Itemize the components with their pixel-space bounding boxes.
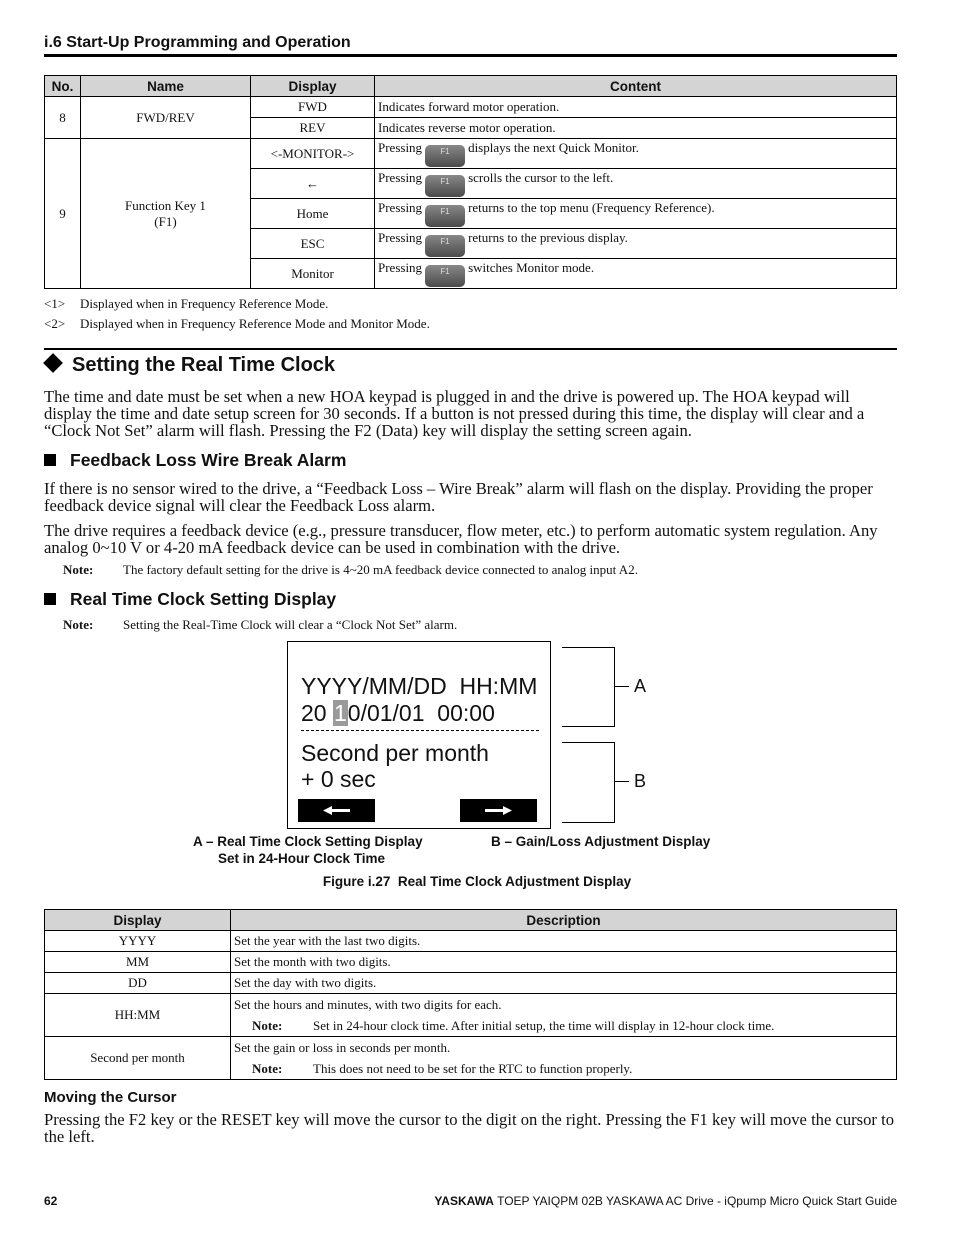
note-label: Note: bbox=[63, 617, 94, 632]
bracket-a bbox=[562, 647, 615, 727]
paragraph: The drive requires a feedback device (e.g., pressure transducer, flow meter, etc.) to perform automatic system regulation. Any analog 0~10 V or 4-20 mA feedback device can be used in combination with the drive. bbox=[44, 521, 878, 557]
display-cell: ← bbox=[251, 169, 375, 199]
pressing-text: Pressing bbox=[378, 140, 423, 155]
note bbox=[63, 562, 638, 578]
rtc-description-table bbox=[44, 909, 897, 1080]
column-header: Display bbox=[45, 910, 231, 931]
pressing-text: Pressing bbox=[378, 260, 423, 275]
display-cell: Second per month bbox=[45, 1037, 231, 1080]
left-arrow-icon bbox=[298, 799, 375, 822]
content-text: displays the next Quick Monitor. bbox=[468, 140, 639, 155]
lcd-display-figure bbox=[287, 641, 551, 829]
section-heading bbox=[44, 354, 335, 377]
footnote-mark: <2> bbox=[44, 316, 66, 331]
table-header-row bbox=[45, 910, 897, 931]
lcd-line: Second per month bbox=[301, 740, 489, 766]
note-label: Note: bbox=[252, 1018, 283, 1033]
description-cell bbox=[231, 994, 897, 1037]
page-number: 62 bbox=[44, 1194, 58, 1208]
pressing-text: Pressing bbox=[378, 230, 423, 245]
section-title: Setting the Real Time Clock bbox=[72, 354, 336, 376]
bracket-b bbox=[562, 742, 615, 823]
display-cell: ESC bbox=[251, 229, 375, 259]
note-text: Set in 24-hour clock time. After initial setup, the time will display in 12-hour clock time. bbox=[313, 1018, 775, 1033]
table-row bbox=[45, 994, 897, 1037]
content-cell: Indicates reverse motor operation. bbox=[375, 118, 897, 139]
caption-a-line2: Set in 24-Hour Clock Time bbox=[218, 851, 386, 866]
lcd-text: 0/01/01 00:00 bbox=[347, 700, 495, 726]
subsection-heading bbox=[44, 450, 346, 471]
lcd-line bbox=[301, 700, 495, 726]
content-cell: Indicates forward motor operation. bbox=[375, 97, 897, 118]
inner-note bbox=[234, 1015, 893, 1036]
description-text: Set the gain or loss in seconds per month. bbox=[234, 1040, 451, 1055]
f1-key-icon: F1 bbox=[425, 145, 465, 167]
note-text: Setting the Real-Time Clock will clear a “Clock Not Set” alarm. bbox=[123, 617, 458, 632]
display-cell: MM bbox=[45, 952, 231, 973]
note-text: This does not need to be set for the RTC to function properly. bbox=[313, 1061, 633, 1076]
table-row bbox=[45, 931, 897, 952]
row-number: 8 bbox=[45, 97, 81, 139]
table-row bbox=[45, 973, 897, 994]
f1-key-icon: F1 bbox=[425, 205, 465, 227]
display-cell: Home bbox=[251, 199, 375, 229]
row-number: 9 bbox=[45, 139, 81, 289]
square-bullet-icon bbox=[44, 593, 56, 605]
leader-line-b bbox=[615, 781, 629, 782]
note-label: Note: bbox=[252, 1061, 283, 1076]
caption-b: B – Gain/Loss Adjustment Display bbox=[491, 834, 711, 849]
intro-paragraph: The time and date must be set when a new HOA keypad is plugged in and the drive is powered up. The HOA keypad will display the time and date setup screen for 30 seconds. If a button is not pressed during this time, the display will clear and a “Clock Not Set” alarm will flash. Pressing the F2 (Data) key will display the setting screen again. bbox=[44, 387, 865, 440]
content-cell bbox=[375, 259, 897, 289]
content-text: switches Monitor mode. bbox=[468, 260, 595, 275]
footer-doc: TOEP YAIQPM 02B YASKAWA AC Drive - iQpump Micro Quick Start Guide bbox=[493, 1194, 897, 1208]
description-cell: Set the month with two digits. bbox=[231, 952, 897, 973]
f1-key-icon: F1 bbox=[425, 175, 465, 197]
caption-a: A – Real Time Clock Setting Display bbox=[193, 834, 423, 849]
footnote-text: Displayed when in Frequency Reference Mode and Monitor Mode. bbox=[80, 316, 430, 331]
row-name: FWD/REV bbox=[81, 97, 251, 139]
table-header-row bbox=[45, 76, 897, 97]
pressing-text: Pressing bbox=[378, 170, 423, 185]
display-cell: Monitor bbox=[251, 259, 375, 289]
section-rule bbox=[44, 348, 897, 350]
row-name-line: Function Key 1 bbox=[125, 197, 206, 213]
subsection-heading bbox=[44, 589, 336, 610]
table-row bbox=[45, 97, 897, 118]
paragraph: Pressing the F2 key or the RESET key will move the cursor to the digit on the right. Pressing the F1 key will move the cursor to the left. bbox=[44, 1110, 895, 1146]
subsection-title: Real Time Clock Setting Display bbox=[70, 589, 337, 609]
footer-text bbox=[434, 1194, 897, 1208]
diamond-bullet-icon bbox=[43, 353, 63, 373]
lcd-text: 20 bbox=[301, 700, 333, 726]
column-header: Content bbox=[375, 76, 897, 97]
note-label: Note: bbox=[63, 562, 94, 577]
content-text: returns to the top menu (Frequency Reference). bbox=[468, 200, 715, 215]
lcd-cursor: 1 bbox=[333, 700, 347, 726]
table-row bbox=[45, 139, 897, 169]
footnote bbox=[44, 296, 328, 312]
column-header: Name bbox=[81, 76, 251, 97]
display-cell: DD bbox=[45, 973, 231, 994]
callout-label-b: B bbox=[634, 771, 647, 791]
display-cell: HH:MM bbox=[45, 994, 231, 1037]
inner-note bbox=[234, 1058, 893, 1079]
footer-brand: YASKAWA bbox=[434, 1194, 494, 1208]
left-arrow-soft-key bbox=[298, 799, 375, 822]
header-rule bbox=[44, 54, 897, 57]
row-name-line: (F1) bbox=[154, 213, 177, 229]
note bbox=[63, 617, 457, 633]
lcd-divider bbox=[301, 730, 539, 731]
column-header: Description bbox=[231, 910, 897, 931]
pressing-text: Pressing bbox=[378, 200, 423, 215]
display-cell: FWD bbox=[251, 97, 375, 118]
column-header: No. bbox=[45, 76, 81, 97]
display-cell: <-MONITOR-> bbox=[251, 139, 375, 169]
description-cell: Set the year with the last two digits. bbox=[231, 931, 897, 952]
right-arrow-icon bbox=[460, 799, 537, 822]
f1-key-icon: F1 bbox=[425, 235, 465, 257]
table-row bbox=[45, 1037, 897, 1080]
display-cell: YYYY bbox=[45, 931, 231, 952]
lcd-line: + 0 sec bbox=[301, 766, 376, 792]
content-cell bbox=[375, 169, 897, 199]
note-text: The factory default setting for the drive is 4~20 mA feedback device connected to analog input A2. bbox=[123, 562, 638, 577]
paragraph: If there is no sensor wired to the drive, a “Feedback Loss – Wire Break” alarm will flash on the display. Providing the proper feedback device signal will clear the Feedback Loss alarm. bbox=[44, 479, 873, 515]
table-row bbox=[45, 952, 897, 973]
content-cell bbox=[375, 199, 897, 229]
figure-caption: Figure i.27 Real Time Clock Adjustment Display bbox=[322, 874, 632, 889]
display-cell: REV bbox=[251, 118, 375, 139]
column-header: Display bbox=[251, 76, 375, 97]
footnote-text: Displayed when in Frequency Reference Mode. bbox=[80, 296, 329, 311]
content-cell bbox=[375, 229, 897, 259]
function-key-table bbox=[44, 75, 897, 289]
content-text: scrolls the cursor to the left. bbox=[468, 170, 614, 185]
description-cell: Set the day with two digits. bbox=[231, 973, 897, 994]
square-bullet-icon bbox=[44, 454, 56, 466]
row-name bbox=[81, 139, 251, 289]
content-text: returns to the previous display. bbox=[468, 230, 628, 245]
callout-label-a: A bbox=[634, 676, 647, 696]
lcd-line: YYYY/MM/DD HH:MM bbox=[301, 673, 538, 699]
section-header: i.6 Start-Up Programming and Operation bbox=[44, 34, 351, 51]
right-arrow-soft-key bbox=[460, 799, 537, 822]
footnote-mark: <1> bbox=[44, 296, 66, 311]
description-cell bbox=[231, 1037, 897, 1080]
subsection-title: Feedback Loss Wire Break Alarm bbox=[70, 450, 347, 470]
leader-line-a bbox=[615, 686, 629, 687]
subheading: Moving the Cursor bbox=[44, 1089, 177, 1106]
footnote bbox=[44, 316, 430, 332]
f1-key-icon: F1 bbox=[425, 265, 465, 287]
content-cell bbox=[375, 139, 897, 169]
description-text: Set the hours and minutes, with two digits for each. bbox=[234, 997, 502, 1012]
